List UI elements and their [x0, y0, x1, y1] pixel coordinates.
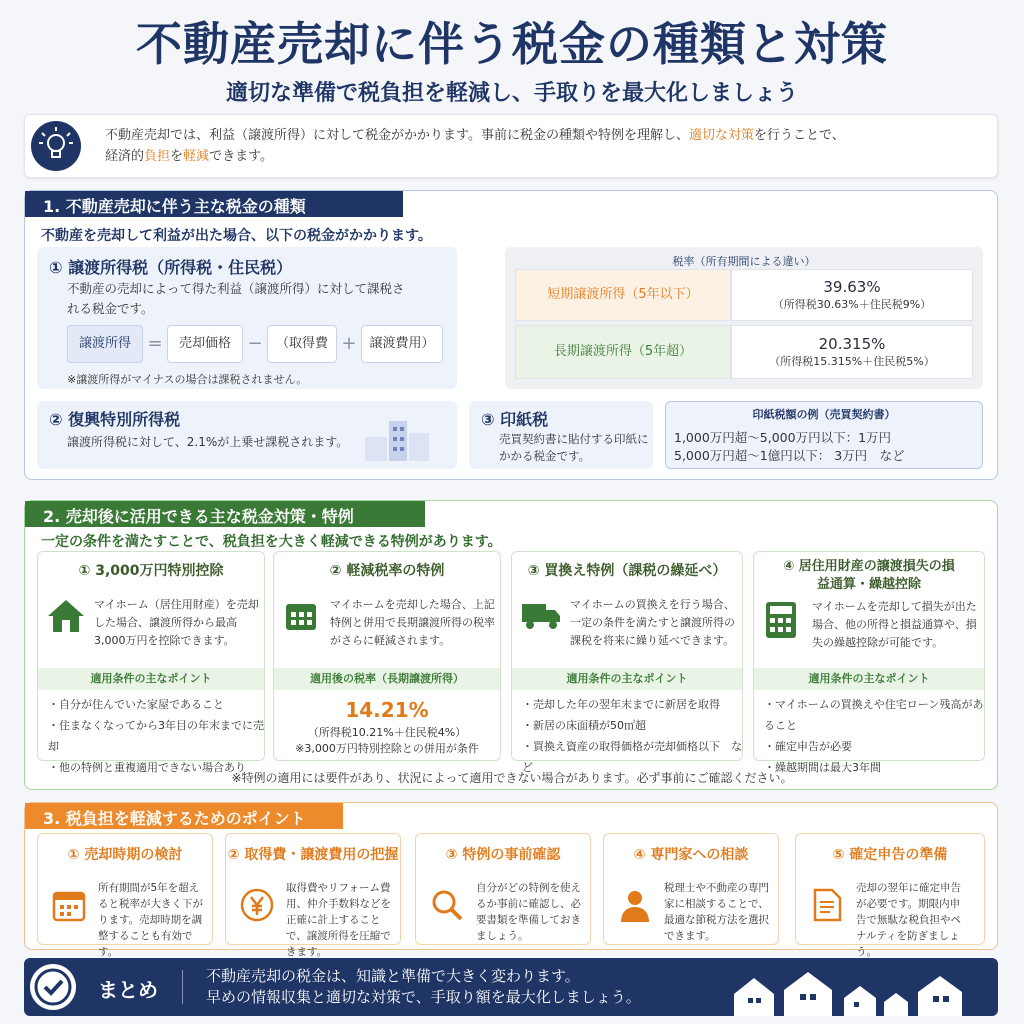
list-item: ・住まなくなってから3年目の年末までに売却: [48, 719, 264, 753]
tip-title: ③ 特例の事前確認: [445, 847, 561, 863]
tax3-desc: 売買契約書に貼付する印紙にかかる税金です。: [499, 432, 649, 463]
tip-card: [603, 833, 779, 945]
measure-card: [37, 551, 265, 774]
summary-label: まとめ: [98, 978, 158, 1002]
rate-long-label: 長期譲渡所得（5年超）: [515, 325, 731, 379]
intro-box: [24, 114, 998, 178]
condition-heading: 適用後の税率（長期譲渡所得）: [274, 668, 500, 690]
section2-lead: 一定の条件を満たすことで、税負担を大きく軽減できる特例があります。: [41, 534, 502, 550]
condition-heading: 適用条件の主なポイント: [512, 668, 742, 690]
tip-card: [795, 833, 985, 958]
condition-list: [48, 694, 264, 778]
list-item: ・売却した年の翌年末までに新居を取得: [522, 698, 720, 711]
formula-op: +: [341, 333, 357, 354]
tip-title: ⑤ 確定申告の準備: [832, 847, 948, 863]
condition-list: [764, 694, 984, 778]
tip-desc: 自分がどの特例を使えるか事前に確認し、必要書類を準備しておきましょう。: [476, 882, 581, 942]
section-tax-types: [24, 190, 998, 480]
condition-list: [522, 694, 742, 778]
tax3-card: [469, 401, 653, 469]
measure-desc: マイホーム（居住用財産）を売却した場合、譲渡所得から最高3,000万円を控除できます。: [94, 598, 259, 647]
section2-heading: 2. 売却後に活用できる主な税金対策・特例: [25, 501, 425, 527]
calculator-icon: [766, 602, 796, 642]
tip-desc: 所有期間が5年を超えると税率が大きく下がります。売却時期を調整することも有効です。: [98, 882, 203, 958]
person-icon: [618, 888, 652, 922]
tip-desc: 取得費やリフォーム費用、仲介手数料などを正確に計上することで、譲渡所得を圧縮できます。: [286, 882, 391, 958]
house-icon: [46, 598, 86, 638]
formula-term: （取得費: [267, 325, 337, 363]
section1-heading: 1. 不動産売却に伴う主な税金の種類: [25, 191, 403, 217]
section-tax-measures: [24, 500, 998, 790]
list-item: ・繰越期間は最大3年間: [764, 761, 881, 774]
tax3-title: ③ 印紙税: [481, 410, 549, 429]
summary-text: 不動産売却の税金は、知識と準備で大きく変わります。 早めの情報収集と適切な対策で、手取り額を最大化しましょう。: [206, 967, 641, 1006]
rate-table: [505, 247, 983, 389]
tax2-desc: 譲渡所得税に対して、2.1%が上乗せ課税されます。: [67, 435, 349, 449]
condition-heading: 適用条件の主なポイント: [38, 668, 264, 690]
measure-title: ① 3,000万円特別控除: [78, 563, 224, 579]
tax1-note: ※譲渡所得がマイナスの場合は課税されません。: [67, 373, 308, 386]
list-item: ・買換え資産の取得価格が売却価格以下 など: [522, 740, 742, 774]
formula-term: 譲渡所得: [67, 325, 143, 363]
measure-title: ② 軽減税率の特例: [329, 563, 445, 579]
condition-heading: 適用条件の主なポイント: [754, 668, 984, 690]
truck-icon: [522, 602, 562, 634]
stamp-line: 5,000万円超～1億円以下： 3万円 など: [674, 448, 905, 463]
document-icon: [810, 888, 844, 922]
reduced-rate: 14.21%: [345, 698, 429, 722]
calendar-icon: [284, 598, 318, 636]
intro-text: 不動産売却では、利益（譲渡所得）に対して税金がかかります。事前に税金の種類や特例を理解し、適切な対策を行うことで、 経済的負担を軽減できます。: [105, 128, 845, 164]
stamp-line: 1,000万円超～5,000万円以下：1万円: [674, 430, 892, 445]
tip-desc: 売却の翌年に確定申告が必要です。期限内申告で無駄な税負担やペナルティを防ぎましょう。: [856, 882, 961, 958]
houses-illustration: [734, 968, 984, 1020]
formula-op: −: [247, 333, 263, 354]
list-item: ・確定申告が必要: [764, 740, 852, 753]
formula-term: 譲渡費用）: [361, 325, 443, 363]
measure-desc: マイホームを売却した場合、上記特例と併用で長期譲渡所得の税率がさらに軽減されます。: [330, 598, 495, 647]
tax2-title: ② 復興特別所得税: [49, 410, 181, 429]
tax1-formula: [67, 325, 443, 363]
list-item: ・他の特例と重複適用できない場合あり: [48, 761, 246, 774]
section-tips: [24, 802, 998, 958]
formula-op: =: [147, 333, 163, 354]
list-item: ・自分が住んでいた家屋であること: [48, 698, 224, 711]
formula-term: 売却価格: [167, 325, 243, 363]
measure-desc: マイホームの買換えを行う場合、一定の条件を満たすと譲渡所得の課税を将来に繰り延べできます。: [570, 598, 735, 647]
list-item: ・新居の床面積が50㎡超: [522, 719, 646, 732]
reduced-rate-note: ※3,000万円特別控除との併用が条件: [295, 742, 479, 755]
measure-card: [511, 551, 743, 774]
yen-icon: [240, 888, 274, 922]
tax1-desc: 不動産の売却によって得た利益（譲渡所得）に対して課税される税金です。: [67, 281, 405, 316]
measure-title: ④ 居住用財産の譲渡損失の損益通算・繰越控除: [783, 559, 955, 592]
stamp-tax-box: [665, 401, 983, 469]
rate-short-value: 39.63% （所得税30.63%＋住民税9%）: [731, 269, 973, 321]
tip-title: ② 取得費・譲渡費用の把握: [227, 847, 399, 863]
tip-title: ④ 専門家への相談: [633, 847, 749, 863]
list-item: ・マイホームの買換えや住宅ローン残高があること: [764, 698, 984, 732]
page-title: 不動産売却に伴う税金の種類と対策: [136, 17, 888, 71]
lightbulb-icon: [31, 121, 81, 171]
reduced-rate-detail: （所得税10.21%＋住民税4%）: [307, 726, 467, 739]
rate-table-heading: 税率（所有期間による違い）: [672, 255, 816, 268]
tip-desc: 税理士や不動産の専門家に相談することで、最適な節税方法を選択できます。: [664, 882, 769, 942]
rate-long-value: 20.315% （所得税15.315%＋住民税5%）: [731, 325, 973, 379]
page-subtitle: 適切な準備で税負担を軽減し、手取りを最大化しましょう: [225, 81, 798, 106]
section3-heading: 3. 税負担を軽減するためのポイント: [25, 803, 343, 829]
rate-short-label: 短期譲渡所得（5年以下）: [515, 269, 731, 321]
tip-card: [415, 833, 591, 945]
search-icon: [430, 888, 464, 922]
tax2-card: [37, 401, 457, 469]
summary-divider: [182, 970, 183, 1004]
stamp-heading: 印紙税額の例（売買契約書）: [752, 408, 896, 421]
summary-banner: [24, 958, 998, 1016]
tip-card: [225, 833, 401, 958]
measure-title: ③ 買換え特例（課税の繰延べ）: [527, 563, 727, 579]
section1-lead: 不動産を売却して利益が出た場合、以下の税金がかかります。: [41, 228, 432, 244]
measure-desc: マイホームを売却して損失が出た場合、他の所得と損益通算や、損失の繰越控除が可能です。: [812, 600, 977, 649]
building-icon: [359, 417, 435, 469]
tip-title: ① 売却時期の検討: [67, 847, 183, 863]
measure-card: [753, 551, 985, 774]
section2-footnote: ※特例の適用には要件があり、状況によって適用できない場合があります。必ず事前にご確認ください。: [231, 771, 793, 785]
check-icon: [30, 964, 76, 1010]
tax1-title: ① 譲渡所得税（所得税・住民税）: [49, 258, 293, 277]
tip-card: [37, 833, 213, 958]
measure-card: [273, 551, 501, 761]
calendar-icon: [52, 888, 86, 922]
tax1-card: [37, 247, 457, 389]
